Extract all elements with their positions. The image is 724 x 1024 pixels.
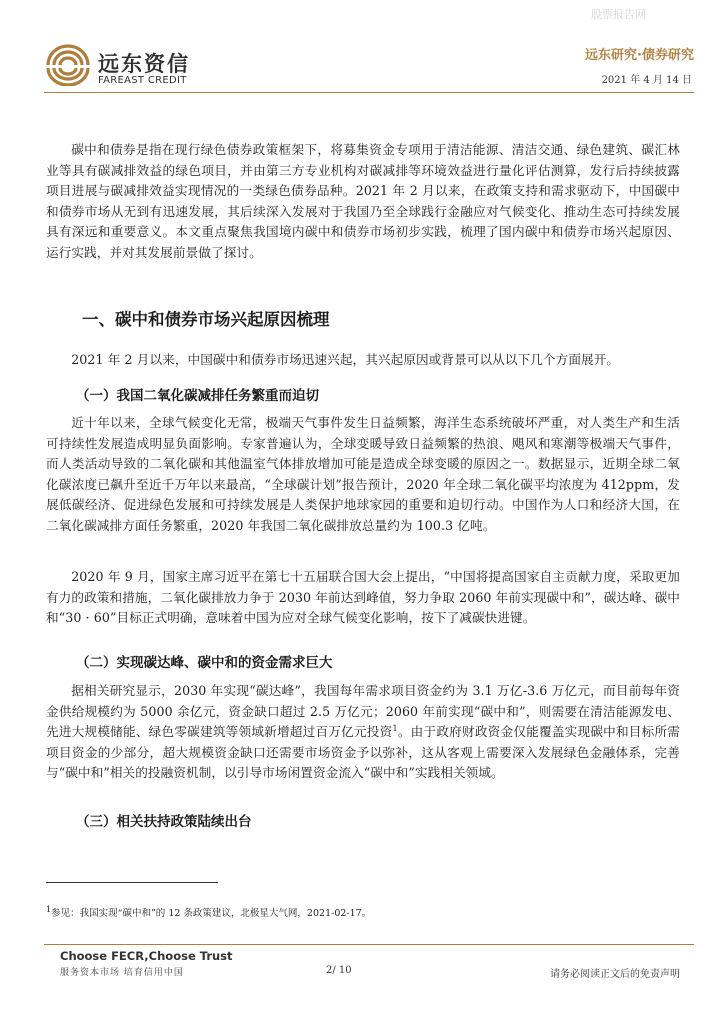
subheading-2: （二）实现碳达峰、碳中和的资金需求巨大 [76, 655, 333, 671]
watermark-text: 股票报告网 [591, 8, 646, 21]
footnote-divider [46, 882, 218, 883]
footnote-reference: 1 [392, 723, 398, 733]
footer-disclaimer: 请务必阅读正文后的免责声明 [550, 969, 680, 980]
footnote [46, 905, 371, 919]
company-name-cn: 远东资信 [98, 52, 190, 76]
section-lead: 2021 年 2 月以来，中国碳中和债券市场迅速兴起，其兴起原因或背景可以从以下几个方面展开。 [71, 352, 620, 367]
footer-subslogan: 服务资本市场 培育信用中国 [60, 968, 184, 978]
subsection-2-text-start: 据相关研究显示，2030 年实现“碳达峰”，我国每年需求项目资金约为 3.1 万亿-3.6 万亿元，而目前每年资金供给规模约为 5000 余亿元，资金缺口超过 2.5 万亿元；2060 年前实现“碳中和”，则需要在清洁能源发电、先进大规模储能、绿色零碳建筑等领域新增超过百万亿元投资 [46, 683, 680, 739]
company-logo [44, 44, 92, 90]
footnote-text: 参见：我国实现“碳中和”的 12 条政策建议，北极星大气网，2021-02-17。 [51, 908, 372, 919]
page-number: 2/ 10 [326, 965, 352, 976]
section-heading: 一、碳中和债券市场兴起原因梳理 [82, 310, 330, 329]
footnote-number: 1 [46, 904, 52, 914]
fareast-logo-icon [44, 44, 92, 86]
report-series: 远东研究·债券研究 [585, 48, 694, 63]
intro-paragraph: 碳中和债券是指在现行绿色债券政策框架下，将募集资金专项用于清洁能源、清洁交通、绿色建筑、碳汇林业等具有碳减排效益的绿色项目，并由第三方专业机构对碳减排等环境效益进行量化评估测算，发行后持续披露项目进展与碳减排效益实现情况的一类绿色债券品种。2021 年 2 月以来，在政策支持和需求驱动下，中国碳中和债券市场从无到有迅速发展，其后续深入发展对于我国乃至全球践行金融应对气候变化、推动生态可持续发展具有深远和重要意义。本文重点聚焦我国境内碳中和债券市场初步实践，梳理了国内碳中和债券市场兴起原因、运行实践，并对其发展前景做了探讨。 [46, 142, 680, 260]
header-divider [44, 92, 694, 93]
report-date: 2021 年 4 月 14 日 [601, 75, 692, 86]
footer-slogan: Choose FECR,Choose Trust [60, 949, 233, 963]
subheading-3: （三）相关扶持政策陆续出台 [76, 814, 252, 830]
subsection-1-paragraph-1: 近十年以来，全球气候变化无常，极端天气事件发生日益频繁，海洋生态系统破坏严重，对人类生产和生活可持续性发展造成明显负面影响。专家普遍认为，全球变暖导致日益频繁的热浪、飓风和寒潮等极端天气事件，而人类活动导致的二氧化碳和其他温室气体排放增加可能是造成全球变暖的原因之一。数据显示，近期全球二氧化碳浓度已飙升至近千万年以来最高，“全球碳计划”报告预计，2020 年全球二氧化碳平均浓度为 412ppm，发展低碳经济、促进绿色发展和可持续发展是人类保护地球家园的重要和迫切行动。中国作为人口和经济大国，在二氧化碳减排方面任务繁重，2020 年我国二氧化碳排放总量约为 100.3 亿吨。 [46, 415, 680, 533]
subsection-2-paragraph [46, 681, 680, 784]
company-name-en: FAREAST CREDIT [98, 75, 187, 86]
subheading-1: （一）我国二氧化碳减排任务繁重而迫切 [76, 388, 319, 404]
subsection-2-text-end: 。由于政府财政资金仅能覆盖实现碳中和目标所需项目资金的少部分，超大规模资金缺口还需要市场资金予以弥补，这从客观上需要深入发展绿色金融体系，完善与“碳中和”相关的投融资机制，以引导市场闲置资金流入“碳中和”实践相关领域。 [46, 724, 681, 780]
footer-divider [44, 944, 694, 945]
subsection-1-paragraph-2: 2020 年 9 月，国家主席习近平在第七十五届联合国大会上提出，“中国将提高国家自主贡献力度，采取更加有力的政策和措施，二氧化碳排放力争于 2030 年前达到峰值，努力争取 2060 年前实现碳中和”，碳达峰、碳中和“30 · 60”目标正式明确，意味着中国为应对全球气候变化影响，按下了减碳快进键。 [46, 569, 680, 625]
